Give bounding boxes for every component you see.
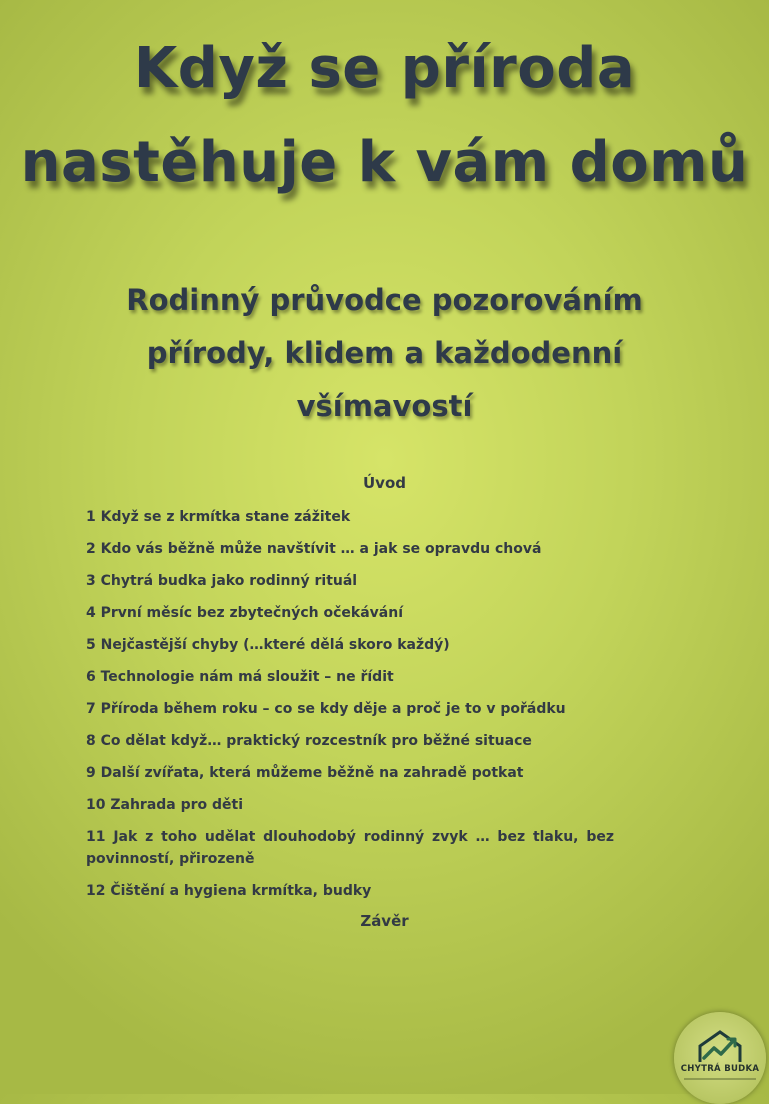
toc-conclusion: Závěr: [360, 912, 409, 930]
toc-item: 1 Když se z krmítka stane zážitek: [86, 509, 351, 525]
toc-intro: Úvod: [362, 474, 406, 492]
toc-item: 9 Další zvířata, která můžeme běžně na zahradě potkat: [86, 765, 524, 781]
toc-item: 11 Jak z toho udělat dlouhodobý rodinný zvyk … bez tlaku, bez povinností, přirozeně: [86, 829, 614, 867]
birdhouse-chart-icon: [694, 1028, 746, 1064]
brand-logo: [674, 1012, 766, 1104]
title-line: nastěhuje k vám domů: [20, 130, 749, 195]
document-subtitle: [0, 274, 769, 433]
toc-item: 7 Příroda během roku – co se kdy děje a proč je to v pořádku: [86, 701, 566, 717]
subtitle-line: Rodinný průvodce pozorováním: [126, 283, 643, 317]
document-title: [0, 22, 769, 210]
table-of-contents: [86, 506, 614, 912]
toc-item: 10 Zahrada pro děti: [86, 797, 244, 813]
toc-item: 4 První měsíc bez zbytečných očekávání: [86, 605, 403, 621]
subtitle-line: všímavostí: [296, 389, 473, 423]
logo-tagline-line: [684, 1078, 756, 1080]
logo-brand-name: CHYTRÁ BUDKA: [680, 1064, 760, 1074]
title-line: Když se příroda: [133, 36, 636, 101]
toc-item: 12 Čištění a hygiena krmítka, budky: [86, 883, 372, 899]
subtitle-line: přírody, klidem a každodenní: [146, 336, 623, 370]
toc-item: 8 Co dělat když… praktický rozcestník pro běžné situace: [86, 733, 532, 749]
toc-item: 3 Chytrá budka jako rodinný rituál: [86, 573, 358, 589]
toc-item: 6 Technologie nám má sloužit – ne řídit: [86, 669, 394, 685]
toc-item: 2 Kdo vás běžně může navštívit … a jak se opravdu chová: [86, 541, 542, 557]
toc-item: 5 Nejčastější chyby (…které dělá skoro každý): [86, 637, 450, 653]
